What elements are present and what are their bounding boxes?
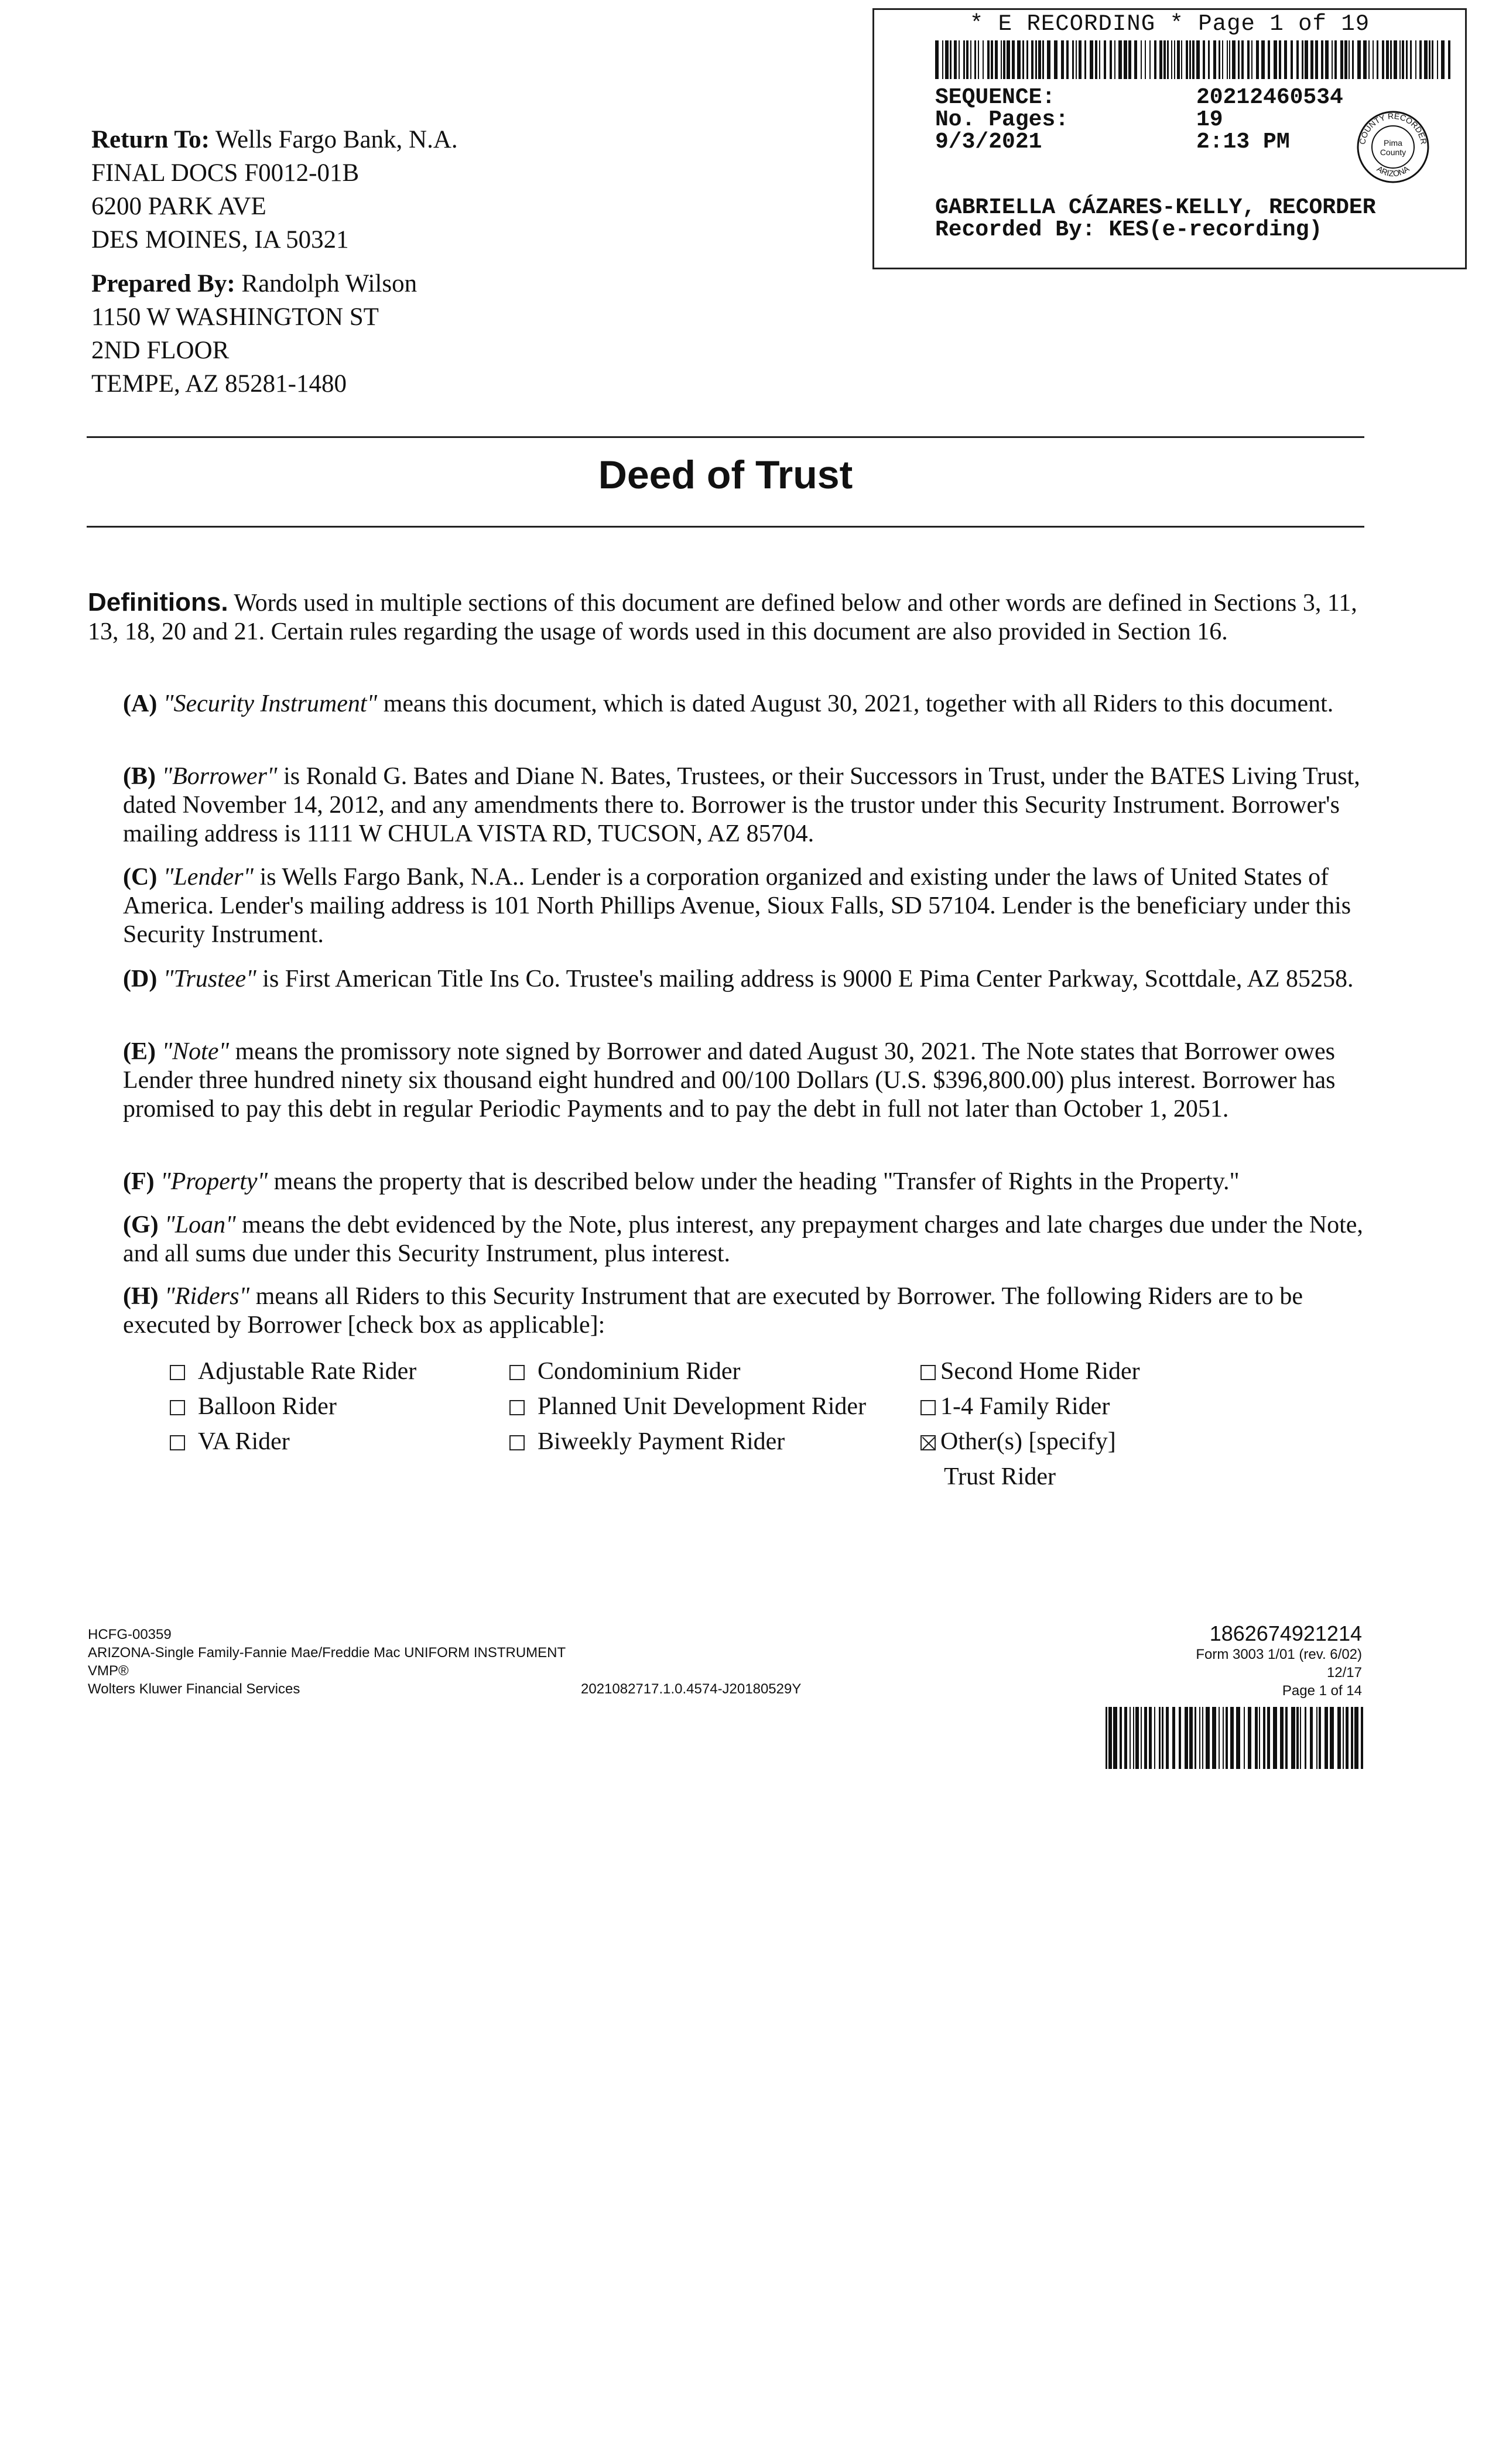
definition-term: "Borrower" — [162, 763, 278, 790]
definitions-intro-text: Words used in multiple sections of this document are defined below and other words are defined in Sections 3, 11, 13, 18, 20 and 21. Certain rules regarding the usage of words used in this document are also provided in Section 16. — [88, 590, 1357, 645]
rider-other-specify: Trust Rider — [944, 1463, 1056, 1490]
definition-term: "Loan" — [165, 1212, 236, 1238]
rider-label: Second Home Rider — [940, 1358, 1140, 1385]
rider-balloon[interactable] — [170, 1392, 337, 1421]
svg-text:Pima: Pima — [1384, 138, 1402, 148]
definition-term: "Property" — [160, 1168, 268, 1195]
definition-text: means the property that is described below under the heading "Transfer of Rights in the Property." — [273, 1168, 1240, 1195]
footer-vmp: VMP® — [88, 1663, 129, 1679]
checkbox[interactable] — [170, 1400, 185, 1415]
return-to-line: 6200 PARK AVE — [91, 193, 266, 220]
rider-condominium[interactable] — [509, 1357, 741, 1386]
definition-term: "Note" — [162, 1038, 230, 1065]
definition-text: is Wells Fargo Bank, N.A.. Lender is a corporation organized and existing under the laws of United States of America. Lender's mailing address is 101 North Phillips Avenue, Sioux Falls, SD 57104. Lender is the beneficiary under this Security Instrument. — [123, 864, 1351, 948]
definition-text: is Ronald G. Bates and Diane N. Bates, Trustees, or their Successors in Trust, under the BATES Living Trust, dated November 14, 2012, and any amendments there to. Borrower is the trustor under this Security Instrument. Borrower's mailing address is 1111 W CHULA VISTA RD, TUCSON, AZ 85704. — [123, 763, 1360, 847]
definition-term: "Security Instrument" — [163, 690, 378, 717]
definition-term: "Lender" — [163, 864, 254, 891]
prepared-by-line: TEMPE, AZ 85281-1480 — [91, 370, 347, 398]
definitions-intro — [88, 588, 1364, 646]
definition-label: (B) — [123, 763, 156, 790]
checkbox[interactable] — [170, 1365, 185, 1380]
checkbox[interactable] — [509, 1400, 525, 1415]
title-rule-top — [87, 436, 1364, 438]
definition-h — [123, 1282, 1364, 1340]
definition-term: "Riders" — [165, 1283, 250, 1310]
footer-form-line: ARIZONA-Single Family-Fannie Mae/Freddie Mac UNIFORM INSTRUMENT — [88, 1645, 566, 1661]
definition-a — [123, 690, 1364, 718]
definition-g — [123, 1211, 1364, 1268]
document-barcode — [1106, 1707, 1363, 1769]
return-to-label: Return To: — [91, 126, 210, 153]
recording-barcode — [935, 40, 1450, 79]
footer-doc-id: 2021082717.1.0.4574-J20180529Y — [581, 1681, 802, 1697]
rider-adjustable-rate[interactable] — [170, 1357, 416, 1386]
definition-label: (C) — [123, 864, 158, 891]
checkbox[interactable] — [509, 1365, 525, 1380]
definition-f — [123, 1168, 1364, 1196]
rider-label: Other(s) [specify] — [940, 1428, 1116, 1455]
return-to-name: Wells Fargo Bank, N.A. — [215, 126, 458, 153]
page-title: Deed of Trust — [598, 453, 853, 497]
definitions-heading: Definitions. — [88, 588, 228, 617]
definition-label: (F) — [123, 1168, 155, 1195]
sequence-value: 20212460534 — [1196, 85, 1343, 110]
rider-label: Condominium Rider — [538, 1358, 741, 1385]
return-to-line: DES MOINES, IA 50321 — [91, 226, 349, 254]
pages-value: 19 — [1196, 107, 1223, 132]
checkbox[interactable] — [170, 1435, 185, 1450]
rider-second-home[interactable] — [920, 1357, 1140, 1386]
recorded-by: Recorded By: KES(e-recording) — [935, 217, 1323, 242]
svg-text:County: County — [1380, 148, 1406, 157]
definition-b — [123, 762, 1364, 848]
svg-text:COUNTY RECORDER: COUNTY RECORDER — [1357, 111, 1429, 145]
footer-left — [88, 1625, 566, 1698]
return-to-block — [91, 123, 458, 256]
rider-1-4-family[interactable] — [920, 1392, 1110, 1421]
definition-label: (E) — [123, 1038, 156, 1065]
sequence-label: SEQUENCE: — [935, 85, 1056, 110]
county-recorder-seal-icon — [1356, 109, 1430, 184]
prepared-by-name: Randolph Wilson — [241, 270, 417, 297]
definition-text: means all Riders to this Security Instrument that are executed by Borrower. The following Riders are to be executed by Borrower [check box as applicable]: — [123, 1283, 1303, 1339]
definition-text: means the promissory note signed by Borrower and dated August 30, 2021. The Note states that Borrower owes Lender three hundred ninety six thousand eight hundred and 00/100 Dollars (U.S. $396,800.00) plus interest. Borrower has promised to pay this debt in regular Periodic Payments and to pay the debt in full not later than October 1, 2051. — [123, 1038, 1336, 1123]
definition-text: means the debt evidenced by the Note, plus interest, any prepayment charges and late charges due under the Note, and all sums due under this Security Instrument, plus interest. — [123, 1212, 1363, 1267]
rider-label: Biweekly Payment Rider — [538, 1428, 785, 1455]
pages-label: No. Pages: — [935, 107, 1069, 132]
definition-label: (G) — [123, 1212, 159, 1238]
checkbox[interactable] — [509, 1435, 525, 1450]
recording-time: 2:13 PM — [1196, 129, 1290, 155]
recording-header: * E RECORDING * Page 1 of 19 — [969, 11, 1370, 37]
definition-text: means this document, which is dated August 30, 2021, together with all Riders to this document. — [383, 690, 1334, 717]
recording-stamp — [872, 8, 1467, 269]
definition-label: (H) — [123, 1283, 159, 1310]
checkbox[interactable] — [920, 1365, 936, 1380]
loan-number: 1862674921214 — [1209, 1621, 1362, 1645]
footer-publisher: Wolters Kluwer Financial Services — [88, 1681, 300, 1697]
rider-biweekly-payment[interactable] — [509, 1428, 785, 1456]
return-to-line: FINAL DOCS F0012-01B — [91, 159, 360, 187]
recording-date: 9/3/2021 — [935, 129, 1042, 155]
rider-label: 1-4 Family Rider — [940, 1393, 1110, 1420]
prepared-by-block — [91, 267, 417, 401]
prepared-by-line: 1150 W WASHINGTON ST — [91, 303, 379, 331]
definition-d — [123, 965, 1364, 994]
checkbox[interactable] — [920, 1400, 936, 1415]
form-number: Form 3003 1/01 (rev. 6/02) — [1196, 1647, 1362, 1662]
prepared-by-label: Prepared By: — [91, 270, 235, 297]
definition-c — [123, 863, 1364, 949]
form-rev: 12/17 — [1326, 1665, 1362, 1681]
rider-planned-unit-development[interactable] — [509, 1392, 866, 1421]
page-number: Page 1 of 14 — [1282, 1683, 1362, 1699]
rider-label: VA Rider — [198, 1428, 290, 1455]
definition-label: (D) — [123, 966, 158, 993]
definition-term: "Trustee" — [163, 966, 256, 993]
rider-label: Planned Unit Development Rider — [538, 1393, 867, 1420]
rider-va[interactable] — [170, 1428, 290, 1456]
checkbox-checked[interactable] — [920, 1435, 936, 1450]
title-rule-bottom — [87, 526, 1364, 528]
rider-label: Balloon Rider — [198, 1393, 337, 1420]
recorder-name: GABRIELLA CÁZARES-KELLY, RECORDER — [935, 195, 1376, 220]
rider-label: Adjustable Rate Rider — [198, 1358, 417, 1385]
definition-label: (A) — [123, 690, 158, 717]
svg-text:ARIZONA: ARIZONA — [1375, 163, 1411, 179]
definition-text: is First American Title Ins Co. Trustee's mailing address is 9000 E Pima Center Parkway, Scottdale, AZ 85258. — [262, 966, 1354, 993]
footer-code: HCFG-00359 — [88, 1627, 172, 1642]
prepared-by-line: 2ND FLOOR — [91, 337, 230, 364]
footer-right — [1196, 1622, 1362, 1700]
rider-other[interactable] — [920, 1428, 1116, 1456]
definition-e — [123, 1038, 1364, 1124]
